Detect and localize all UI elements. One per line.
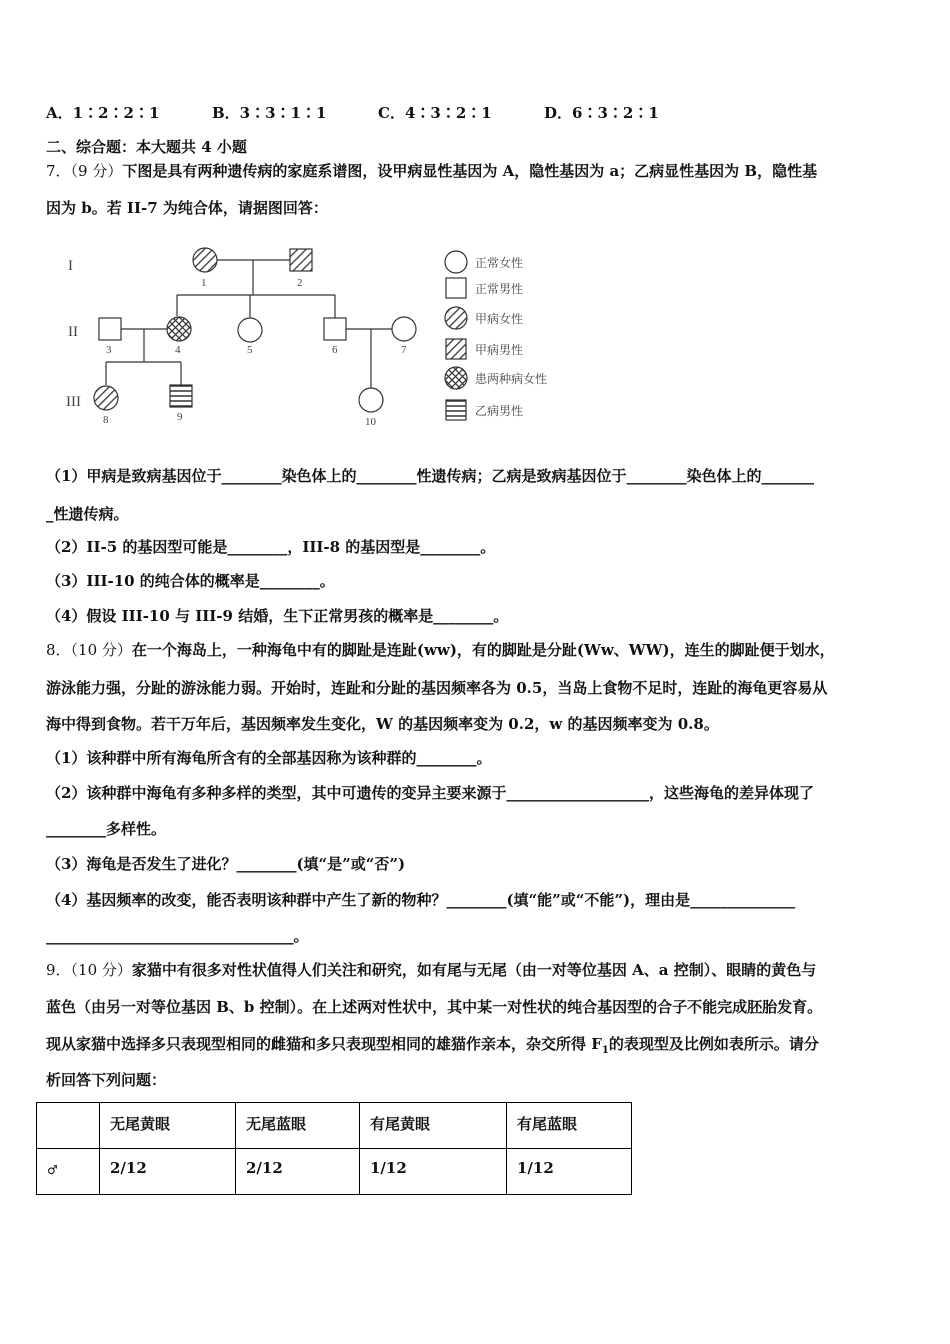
legend-disease-b-male-icon bbox=[446, 400, 466, 420]
table-cell: 2/12 bbox=[100, 1149, 236, 1195]
legend-disease-a-male: 甲病男性 bbox=[475, 343, 524, 357]
gen-label-i: I bbox=[68, 258, 73, 274]
q8-sub1: （1）该种群中所有海龟所含有的全部基因称为该种群的________。 bbox=[46, 749, 492, 767]
table-header-cell bbox=[37, 1103, 100, 1149]
legend-normal-female: 正常女性 bbox=[475, 256, 524, 270]
q7-sub4: （4）假设 III-10 与 III-9 结婚，生下正常男孩的概率是________。 bbox=[46, 607, 509, 625]
table-cell: 1/12 bbox=[360, 1149, 507, 1195]
table-cell: 1/12 bbox=[507, 1149, 632, 1195]
option-d: D．6∶3∶2∶1 bbox=[544, 104, 659, 122]
table-cell-sex: ♂ bbox=[37, 1149, 100, 1195]
label-3: 3 bbox=[106, 344, 112, 356]
person-ii6-normal-male bbox=[324, 318, 346, 340]
table-header-row bbox=[37, 1103, 632, 1149]
q9-text-3-sub: 1 bbox=[601, 1045, 609, 1056]
q8-sub4-line-2: _________________________________。 bbox=[46, 927, 309, 945]
option-b: B．3∶3∶1∶1 bbox=[212, 104, 327, 122]
q9-text-1: 家猫中有很多对性状值得人们关注和研究，如有尾与无尾（由一对等位基因 A、a 控制）、眼睛的黄色与 bbox=[131, 961, 817, 979]
q7-number: 7．（9 分） bbox=[46, 162, 123, 180]
label-10: 10 bbox=[365, 416, 376, 428]
table-header-cell: 无尾黄眼 bbox=[100, 1103, 236, 1149]
q7-line-1 bbox=[46, 161, 817, 181]
legend-normal-male-icon bbox=[446, 278, 466, 298]
q8-sub3: （3）海龟是否发生了进化？________(填“是”或“否”) bbox=[46, 855, 406, 873]
legend-both-diseases-female-icon bbox=[445, 367, 467, 389]
q9-text-4: 析回答下列问题： bbox=[46, 1071, 167, 1089]
table-row bbox=[37, 1149, 632, 1195]
q7-sub1-line-1: （1）甲病是致病基因位于________染色体上的________性遗传病；乙病是致病基因位于________染色体上的_______ bbox=[46, 467, 814, 485]
q9-number: 9．（10 分） bbox=[46, 961, 132, 979]
label-7: 7 bbox=[401, 344, 407, 356]
q8-text-1: 在一个海岛上，一种海龟中有的脚趾是连趾(ww)，有的脚趾是分趾(Ww、WW)，连生的脚趾便于划水， bbox=[131, 641, 835, 659]
person-iii9-disease-b-male bbox=[170, 385, 192, 407]
q7-sub1-line-2: _性遗传病。 bbox=[46, 505, 129, 523]
legend-disease-a-female: 甲病女性 bbox=[475, 312, 524, 326]
gen-label-ii: II bbox=[68, 324, 78, 340]
label-4: 4 bbox=[175, 344, 181, 356]
phenotype-table bbox=[36, 1102, 632, 1195]
table-header-cell: 有尾黄眼 bbox=[360, 1103, 507, 1149]
label-5: 5 bbox=[247, 344, 253, 356]
person-i1-affected-female bbox=[193, 248, 217, 272]
q8-sub2-line-2: ________多样性。 bbox=[46, 820, 167, 838]
table-cell: 2/12 bbox=[236, 1149, 360, 1195]
label-9: 9 bbox=[177, 411, 183, 423]
label-6: 6 bbox=[332, 344, 338, 356]
person-ii3-normal-male bbox=[99, 318, 121, 340]
q9-text-3 bbox=[46, 1034, 819, 1061]
table-header-cell: 无尾蓝眼 bbox=[236, 1103, 360, 1149]
section-title: 二、综合题：本大题共 4 小题 bbox=[46, 138, 247, 156]
person-iii8-affected-female bbox=[94, 386, 118, 410]
legend-normal-male: 正常男性 bbox=[475, 282, 524, 296]
gen-label-iii: III bbox=[66, 394, 81, 410]
q9-text-2: 蓝色（由另一对等位基因 B、b 控制）。在上述两对性状中，其中某一对性状的纯合基因型的合子不能完成胚胎发育。 bbox=[46, 998, 823, 1016]
label-2: 2 bbox=[297, 277, 303, 289]
q9-text-3-post: 的表现型及比例如表所示。请分 bbox=[608, 1035, 819, 1053]
person-ii7-normal-female bbox=[392, 317, 416, 341]
q9-line-1 bbox=[46, 960, 816, 980]
legend-normal-female-icon bbox=[445, 251, 467, 273]
q8-sub4-line-1: （4）基因频率的改变，能否表明该种群中产生了新的物种？________(填“能”或“不能”)，理由是______________ bbox=[46, 891, 796, 909]
q7-sub2: （2）II-5 的基因型可能是________，III-8 的基因型是________。 bbox=[46, 538, 496, 556]
q9-text-3-pre: 现从家猫中选择多只表现型相同的雌猫和多只表现型相同的雄猫作亲本，杂交所得 F bbox=[46, 1035, 602, 1053]
q7-sub3: （3）III-10 的纯合体的概率是________。 bbox=[46, 572, 335, 590]
legend-disease-b-male: 乙病男性 bbox=[475, 404, 524, 418]
option-c: C．4∶3∶2∶1 bbox=[378, 104, 492, 122]
person-ii4-both-diseases-female bbox=[167, 317, 191, 341]
label-1: 1 bbox=[201, 277, 207, 289]
q7-text-2: 因为 b。若 II-7 为纯合体，请据图回答： bbox=[46, 199, 328, 217]
legend-disease-a-male-icon bbox=[446, 339, 466, 359]
option-a: A．1∶2∶2∶1 bbox=[46, 104, 160, 122]
q8-sub2-line-1: （2）该种群中海龟有多种多样的类型，其中可遗传的变异主要来源于___________________，这些海龟的差异体现了 bbox=[46, 784, 814, 802]
person-ii5-normal-female bbox=[238, 318, 262, 342]
q7-text-1: 下图是具有两种遗传病的家庭系谱图，设甲病显性基因为 A，隐性基因为 a；乙病显性基因为 B，隐性基 bbox=[122, 162, 818, 180]
pedigree-diagram bbox=[60, 240, 580, 440]
person-i2-affected-male bbox=[290, 249, 312, 271]
q8-text-3: 海中得到食物。若干万年后，基因频率发生变化，W 的基因频率变为 0.2，w 的基因频率变为 0.8。 bbox=[46, 715, 719, 733]
legend-both-diseases-female: 患两种病女性 bbox=[475, 372, 548, 386]
person-iii10-normal-female bbox=[359, 388, 383, 412]
label-8: 8 bbox=[103, 414, 109, 426]
q8-text-2: 游泳能力强，分趾的游泳能力弱。开始时，连趾和分趾的基因频率各为 0.5，当岛上食物不足时，连趾的海龟更容易从 bbox=[46, 679, 828, 697]
q8-number: 8．（10 分） bbox=[46, 641, 132, 659]
table-header-cell: 有尾蓝眼 bbox=[507, 1103, 632, 1149]
legend-disease-a-female-icon bbox=[445, 307, 467, 329]
q8-line-1 bbox=[46, 640, 835, 660]
